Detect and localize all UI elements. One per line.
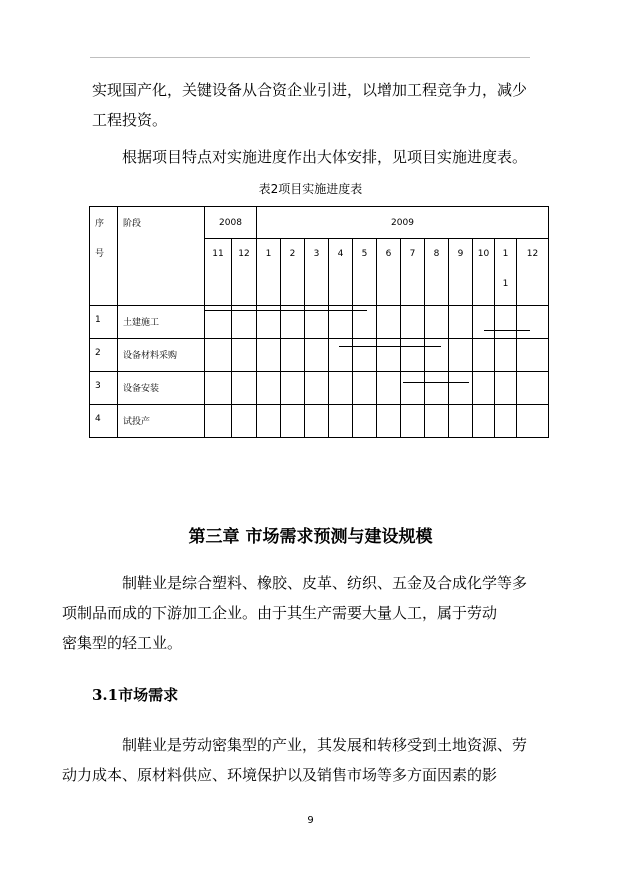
month-cell: 12 (232, 239, 257, 306)
year-2008-cell (205, 207, 257, 239)
gantt-bar-procurement (339, 346, 441, 347)
month-cell: 4 (329, 239, 353, 306)
table-row (90, 372, 549, 405)
month-cell: 12 (517, 239, 549, 306)
section-paragraph-line1: 制鞋业是劳动密集型的产业，其发展和转移受到土地资源、劳 (122, 736, 528, 754)
header-rule (90, 57, 530, 58)
row-no: 3 (95, 381, 101, 391)
schedule-table (89, 206, 549, 438)
section-title: 3.1市场需求 (92, 686, 179, 704)
header-no-top: 序 (95, 219, 105, 229)
chapter-paragraph-line1: 制鞋业是综合塑料、橡胶、皮革、纺织、五金及合成化学等多 (122, 574, 528, 592)
section-paragraph (62, 730, 532, 790)
chapter-paragraph-line2: 项制品而成的下游加工企业。由于其生产需要大量人工，属于劳动 (62, 604, 498, 622)
row-no: 1 (95, 315, 101, 325)
month-cell: 3 (305, 239, 329, 306)
month-cell: 5 (353, 239, 377, 306)
month-cell: 9 (449, 239, 473, 306)
table-caption: 表2项目实施进度表 (258, 182, 363, 196)
chapter-paragraph-line3: 密集型的轻工业。 (62, 634, 183, 652)
year-2008: 2008 (219, 217, 242, 228)
month-cell: 10 (473, 239, 495, 306)
row-stage: 设备材料采购 (123, 351, 178, 361)
header-stage: 阶段 (123, 219, 142, 229)
row-no: 2 (95, 348, 101, 358)
header-stage-cell (118, 207, 205, 306)
month-cell: 7 (401, 239, 425, 306)
month-cell: 1 1 (495, 239, 517, 306)
month-cell: 8 (425, 239, 449, 306)
section-paragraph-line2: 动力成本、原材料供应、环境保护以及销售市场等多方面因素的影 (62, 766, 498, 784)
chapter-title: 第三章 市场需求预测与建设规模 (188, 527, 433, 547)
page-number: 9 (307, 815, 314, 826)
gantt-bar-construction-1 (205, 310, 367, 311)
paragraph-intro-line1: 实现国产化，关键设备从合资企业引进，以增加工程竞争力，减少 (92, 81, 528, 99)
paragraph-schedule-ref: 根据项目特点对实施进度作出大体安排，见项目实施进度表。 (122, 148, 528, 166)
month-extra: 1 (502, 279, 509, 289)
paragraph-intro-line2: 工程投资。 (92, 111, 168, 129)
row-stage: 设备安装 (123, 384, 160, 394)
table-row (90, 339, 549, 372)
month-cell: 2 (281, 239, 305, 306)
year-2009: 2009 (391, 217, 414, 228)
chapter-paragraph (62, 568, 532, 658)
row-stage: 试投产 (123, 417, 151, 427)
table-row (90, 405, 549, 438)
header-no-cell (90, 207, 118, 306)
row-no: 4 (95, 414, 101, 424)
month-cell: 6 (377, 239, 401, 306)
gantt-bar-installation (403, 382, 469, 383)
month-cell: 11 (205, 239, 232, 306)
header-no-bottom: 号 (95, 249, 105, 259)
paragraph-intro (92, 75, 532, 135)
row-stage: 土建施工 (123, 318, 160, 328)
month-cell: 1 (257, 239, 281, 306)
gantt-bar-construction-2 (484, 330, 530, 331)
year-2009-cell (257, 207, 549, 239)
